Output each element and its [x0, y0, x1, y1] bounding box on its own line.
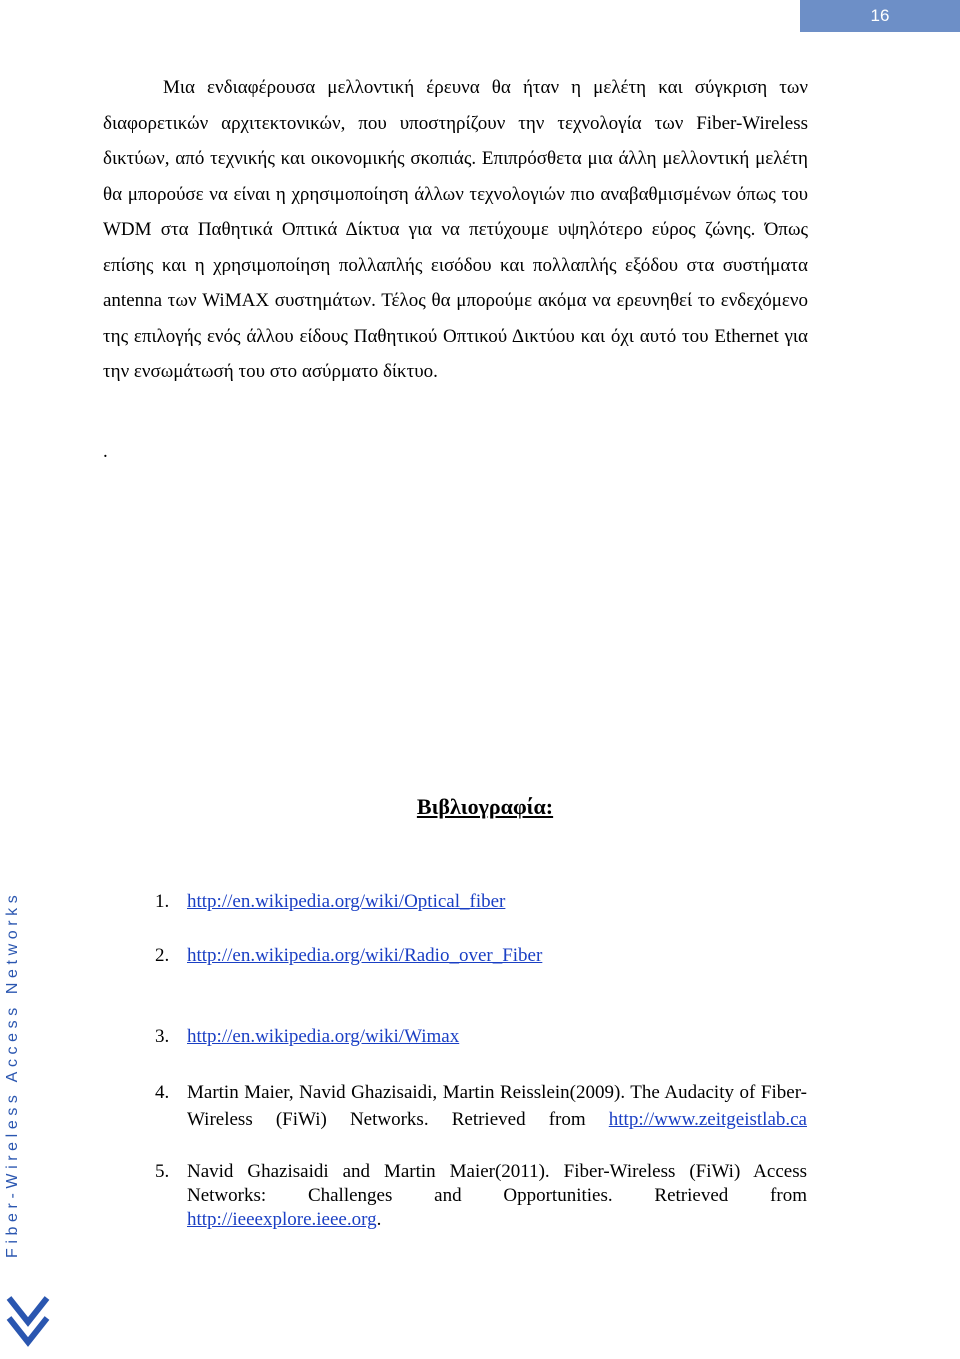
- reference-item: [155, 944, 807, 968]
- reference-number: 3.: [155, 1026, 170, 1047]
- reference-item: [155, 890, 807, 914]
- reference-text: Navid Ghazisaidi and Martin Maier(2011). Fiber-Wireless (FiWi) Access Networks: Challenges and Opportunities. Retrieved from: [187, 1161, 807, 1206]
- reference-link-zeitgeistlab[interactable]: http://www.zeitgeistlab.ca: [608, 1109, 807, 1130]
- stray-dot: .: [103, 441, 108, 462]
- reference-item: [155, 1079, 807, 1133]
- body-paragraph-text: Μια ενδιαφέρουσα μελλοντική έρευνα θα ήταν η μελέτη και σύγκριση των διαφορετικών αρχιτεκτονικών, που υποστηρίζουν την τεχνολογία των Fiber-Wireless δικτύων, από τεχνικής και οικονομικής σκοπιάς. Επιπρόσθετα μια άλλη μελλοντική μελέτη θα μπορούσε να είναι η χρησιμοποίηση άλλων τεχνολογιών πιο αναβαθμισμένων όπως του WDM στα Παθητικά Οπτικά Δίκτυα για να πετύχουμε υψηλότερο εύρος ζώνης. Όπως επίσης και η χρησιμοποίηση πολλαπλής εισόδου και πολλαπλής εξόδου στα συστήματα antenna των WiMAX συστημάτων. Τέλος θα μπορούμε ακόμα να ερευνηθεί το ενδεχόμενο της επιλογής ενός άλλου είδους Παθητικού Οπτικού Δικτύου και όχι αυτό του Ethernet για την ενσωμάτωσή του στο ασύρματο δίκτυο.: [103, 77, 808, 382]
- bibliography-heading: Βιβλιογραφία:: [416, 794, 554, 819]
- reference-link-ieeexplore[interactable]: http://ieeexplore.ieee.org: [187, 1209, 377, 1230]
- reference-number: 2.: [155, 945, 170, 966]
- reference-link-optical-fiber[interactable]: http://en.wikipedia.org/wiki/Optical_fiber: [187, 891, 506, 912]
- body-paragraph: [103, 70, 808, 390]
- double-chevron-logo-icon: [6, 1292, 50, 1352]
- reference-item: [155, 1025, 807, 1049]
- reference-number: 4.: [155, 1082, 170, 1103]
- vertical-running-title: Fiber-Wireless Access Networks: [4, 890, 21, 1258]
- page-number: 16: [800, 0, 960, 32]
- reference-link-radio-over-fiber[interactable]: http://en.wikipedia.org/wiki/Radio_over_Fiber: [187, 945, 543, 966]
- reference-tail: .: [376, 1209, 382, 1230]
- reference-number: 5.: [155, 1161, 170, 1182]
- reference-number: 1.: [155, 891, 170, 912]
- reference-link-wimax[interactable]: http://en.wikipedia.org/wiki/Wimax: [187, 1026, 460, 1047]
- reference-item: [155, 1160, 807, 1232]
- reference-text: Martin Maier, Navid Ghazisaidi, Martin Reisslein(2009). The Audacity of Fiber-Wireless (FiWi) Networks. Retrieved from: [187, 1082, 807, 1130]
